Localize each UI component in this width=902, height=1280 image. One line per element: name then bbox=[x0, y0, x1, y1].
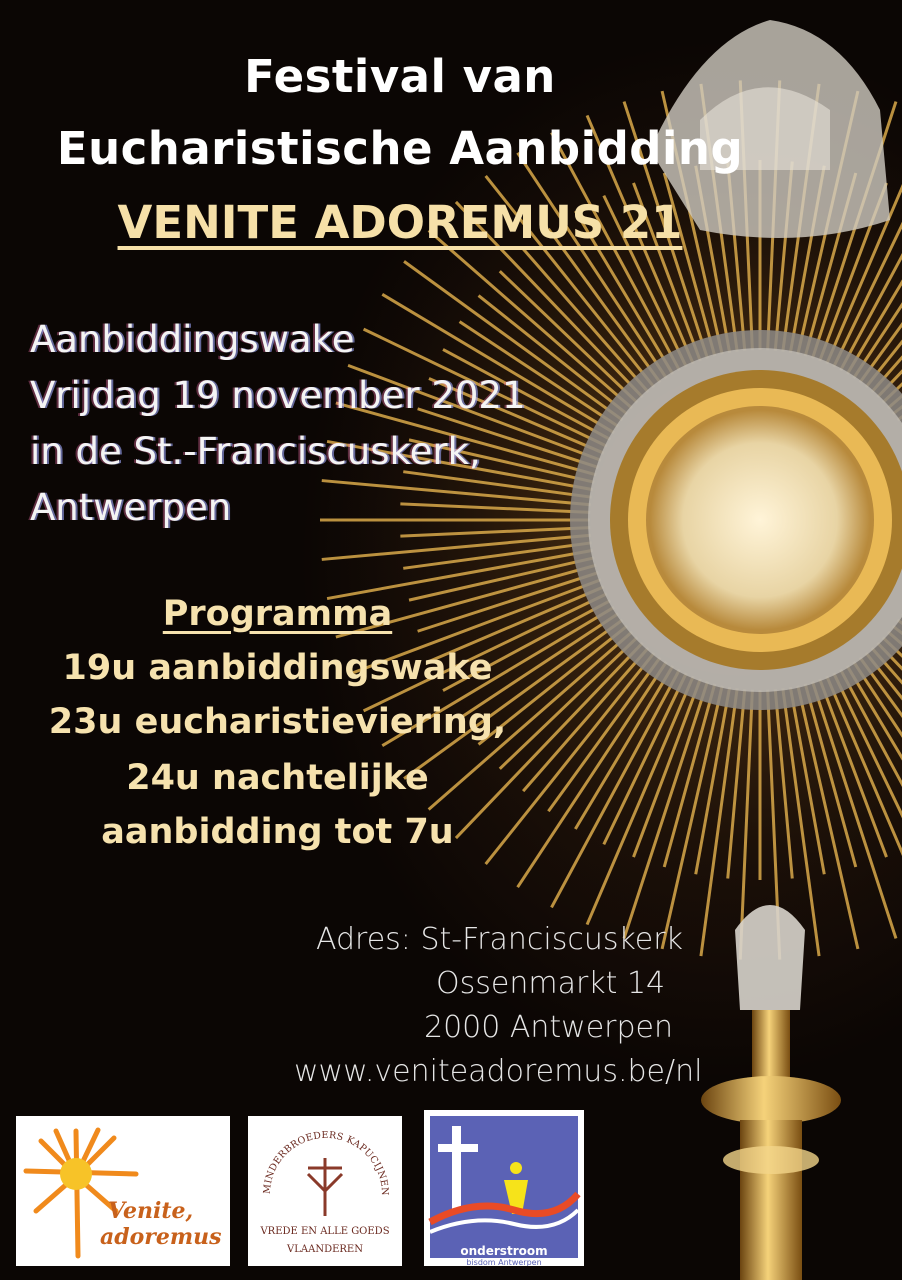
program-item: 23u eucharistieviering, bbox=[48, 702, 507, 742]
address-line-city: 2000 Antwerpen bbox=[424, 1010, 674, 1045]
capuchins-region: VLAANDEREN bbox=[287, 1244, 363, 1255]
capuchins-logo bbox=[248, 1116, 402, 1266]
venite-adoremus-logo bbox=[16, 1116, 230, 1266]
event-line-1: Aanbiddingswake bbox=[30, 318, 355, 361]
address-line-street: Ossenmarkt 14 bbox=[436, 966, 666, 1001]
event-date: Vrijdag 19 november 2021 bbox=[30, 374, 526, 417]
venite-adoremus-heading: VENITE ADOREMUS 21 bbox=[117, 196, 683, 249]
event-city: Antwerpen bbox=[30, 486, 232, 529]
program-heading: Programma bbox=[162, 594, 393, 634]
event-location: in de St.-Franciscuskerk, bbox=[30, 430, 481, 473]
capuchins-motto: VREDE EN ALLE GOEDS bbox=[260, 1226, 390, 1237]
onderstroom-logo bbox=[424, 1110, 584, 1266]
festival-title-line2: Eucharistische Aanbidding bbox=[56, 122, 744, 175]
program-item: aanbidding tot 7u bbox=[101, 812, 454, 852]
tau-cross-icon bbox=[308, 1158, 342, 1216]
program-item: 19u aanbiddingswake bbox=[62, 648, 493, 688]
onderstroom-subtitle: bisdom Antwerpen bbox=[466, 1258, 542, 1266]
website-link[interactable]: www.veniteadoremus.be/nl bbox=[294, 1054, 703, 1089]
address-line-church: Adres: St-Franciscuskerk bbox=[316, 922, 683, 957]
venite-logo-text2: adoremus bbox=[100, 1224, 222, 1250]
capuchins-arc-text: MINDERBROEDERS KAPUCIJNEN bbox=[261, 1129, 391, 1197]
venite-logo-text1: Venite, bbox=[108, 1198, 194, 1224]
program-item: 24u nachtelijke bbox=[126, 758, 429, 798]
onderstroom-name: onderstroom bbox=[460, 1244, 548, 1258]
festival-title-line1: Festival van bbox=[244, 50, 556, 103]
